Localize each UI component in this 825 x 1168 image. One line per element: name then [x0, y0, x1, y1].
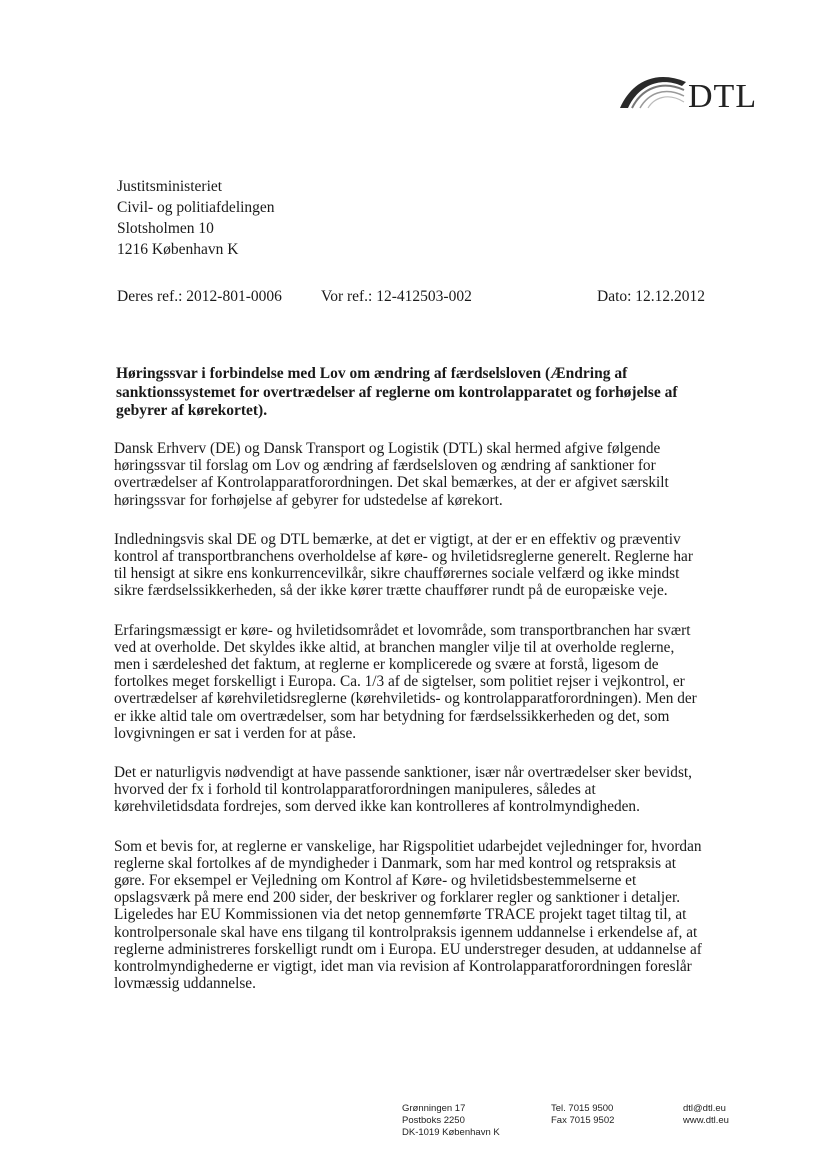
reference-line — [117, 288, 712, 310]
body-paragraph: Indledningsvis skal DE og DTL bemærke, at det er vigtigt, at der er en effektiv og præventiv kontrol af transportbranchens overholdelse af køre- og hviletidsreglerne generelt. Reglerne har til hensigt at sikre ens konkurrencevilkår, sikre chaufførernes sociale velfærd og ikke mindst sikre færdselssikkerheden, så der ikke kører trætte chauffører rundt på de europæiske veje. — [114, 530, 693, 600]
letter-footer — [0, 1103, 825, 1153]
body-paragraph: Som et bevis for, at reglerne er vanskelige, har Rigspolitiet udarbejdet vejledninger for, hvordan reglerne skal fortolkes af de myndigheder i Danmark, som har med kontrol og retspraksis at gøre. For eksempel er Vejledning om Kontrol af Køre- og hviletidsbestemmelserne et opslagsværk på mere end 200 sider, der beskriver og forklarer regler og sanktioner i detaljer. Ligeledes har EU Kommissionen via det netop gennemførte TRACE projekt taget tiltag til, at kontrolpersonale skal have ens tilgang til kontrolpraksis igennem uddannelse i erkendelse af, at reglerne administreres forskelligt rundt om i Europa. EU understreger desuden, at uddannelse af kontrolmyndighederne er vigtigt, idet man via revision af Kontrolapparatforordningen foreslår lovmæssig uddannelse. — [114, 837, 702, 993]
our-reference: Vor ref.: 12-412503-002 — [321, 288, 472, 305]
body-paragraph: Det er naturligvis nødvendigt at have passende sanktioner, især når overtrædelser sker bevidst, hvorved der fx i forhold til kontrolapparatforordningen manipuleres, således at kørehviletidsdata fordrejes, som derved ikke kan kontrolleres af kontrolmyndigheden. — [114, 764, 692, 816]
recipient-line: 1216 København K — [117, 241, 239, 258]
footer-tel: Tel. 7015 9500 — [551, 1103, 614, 1114]
recipient-line: Justitsministeriet — [117, 178, 223, 195]
their-reference: Deres ref.: 2012-801-0006 — [117, 288, 282, 305]
logo-text: DTL — [688, 78, 758, 115]
footer-email[interactable]: dtl@dtl.eu — [683, 1103, 726, 1114]
footer-web[interactable]: www.dtl.eu — [683, 1115, 729, 1126]
footer-address-line: Postboks 2250 — [402, 1115, 465, 1126]
swoosh-icon — [618, 68, 688, 112]
letter-date: Dato: 12.12.2012 — [597, 288, 706, 305]
footer-contact — [683, 1103, 729, 1127]
dtl-logo — [618, 68, 778, 118]
footer-address-line: Grønningen 17 — [402, 1103, 466, 1114]
recipient-line: Civil- og politiafdelingen — [117, 199, 275, 216]
footer-address — [402, 1103, 500, 1139]
recipient-line: Slotsholmen 10 — [117, 220, 214, 237]
subject-heading: Høringssvar i forbindelse med Lov om ændring af færdselsloven (Ændring af sanktionssystemet for overtrædelser af reglerne om kontrolapparatet og forhøjelse af gebyrer af kørekortet). — [116, 365, 678, 419]
body-paragraph: Erfaringsmæssigt er køre- og hviletidsområdet et lovområde, som transportbranchen har svært ved at overholde. Det skyldes ikke altid, at branchen mangler vilje til at overholde reglerne, men i særdeleshed det faktum, at reglerne er komplicerede og svære at forstå, ligesom de fortolkes meget forskelligt i Europa. Ca. 1/3 af de sigtelser, som politiet rejser i vejkontrol, er overtrædelser af kørehviletidsreglerne (kørehviletids- og kontrolapparatforordningen). Men der er ikke altid tale om overtrædelser, som har betydning for færdselssikkerheden og det, som lovgivningen er sat i verden for at påse. — [114, 621, 697, 742]
letter-body — [114, 440, 704, 1014]
body-paragraph: Dansk Erhverv (DE) og Dansk Transport og Logistik (DTL) skal hermed afgive følgende høringssvar til forslag om Lov og ændring af færdselsloven og ændring af sanktioner for overtrædelser af Kontrolapparatforordningen. Det skal bemærkes, at der er afgivet særskilt høringssvar for forhøjelse af gebyrer for udstedelse af kørekort. — [114, 440, 669, 509]
footer-phone — [551, 1103, 614, 1127]
footer-address-line: DK-1019 København K — [402, 1127, 500, 1138]
footer-fax: Fax 7015 9502 — [551, 1115, 615, 1126]
recipient-address — [117, 176, 275, 260]
